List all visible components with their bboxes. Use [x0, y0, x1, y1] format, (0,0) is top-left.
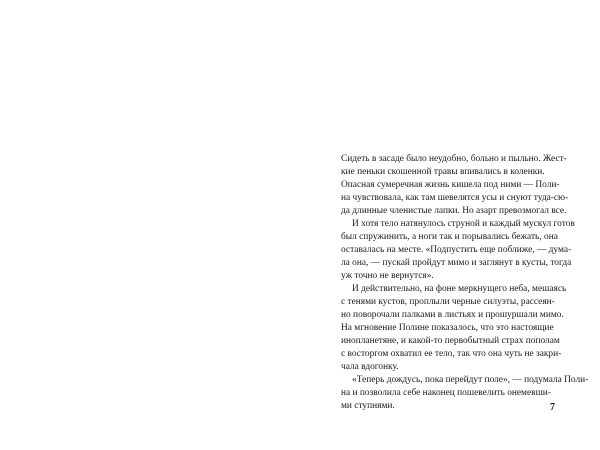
- text-line: уж точно не вернутся».: [341, 271, 434, 281]
- text-line: И действительно, на фоне меркнущего неба, мешаясь: [352, 284, 567, 294]
- text-line: ла она, — пускай пройдут мимо и заглянут в кусты, тогда: [341, 258, 572, 268]
- text-line: инопланетяне, и какой-то первобытный страх пополам: [341, 336, 560, 346]
- text-line: Опасная сумеречная жизнь кишела под ними — Поли-: [341, 180, 560, 190]
- text-line: был спружинить, а ноги так и порывались бежать, она: [341, 232, 558, 242]
- text-line: но поворочали палками в листьях и прошуршали мимо.: [341, 310, 564, 320]
- text-line: оставалась на месте. «Подпустить еще поближе, — дума-: [341, 245, 572, 255]
- body-text: [341, 153, 589, 413]
- text-line: на чувствовала, как там шевелятся усы и снуют туда-сю-: [341, 193, 569, 203]
- text-line: на и позволила себе наконец пошевелить онемевши-: [341, 388, 551, 398]
- text-line: И хотя тело натянулось струной и каждый мускул готов: [352, 219, 575, 229]
- text-line: чала вдогонку.: [341, 362, 399, 372]
- page-number: 7: [550, 402, 555, 413]
- text-line: ми ступнями.: [341, 401, 395, 411]
- text-line: Сидеть в засаде было неудобно, больно и пыльно. Жест-: [341, 154, 567, 164]
- text-line: «Теперь дождусь, пока перейдут поле», — подумала Поли-: [352, 375, 589, 385]
- text-line: да длинные членистые лапки. Но азарт превозмогал все.: [341, 206, 567, 216]
- text-line: с тенями кустов, проплыли черные силуэты, рассеян-: [341, 297, 555, 307]
- text-line: На мгновение Полине показалось, что это настоящие: [341, 323, 554, 333]
- text-line: с восторгом охватил ее тело, так что она чуть не закри-: [341, 349, 562, 359]
- text-line: кие пеньки скошенной травы впивались в коленки.: [341, 167, 545, 177]
